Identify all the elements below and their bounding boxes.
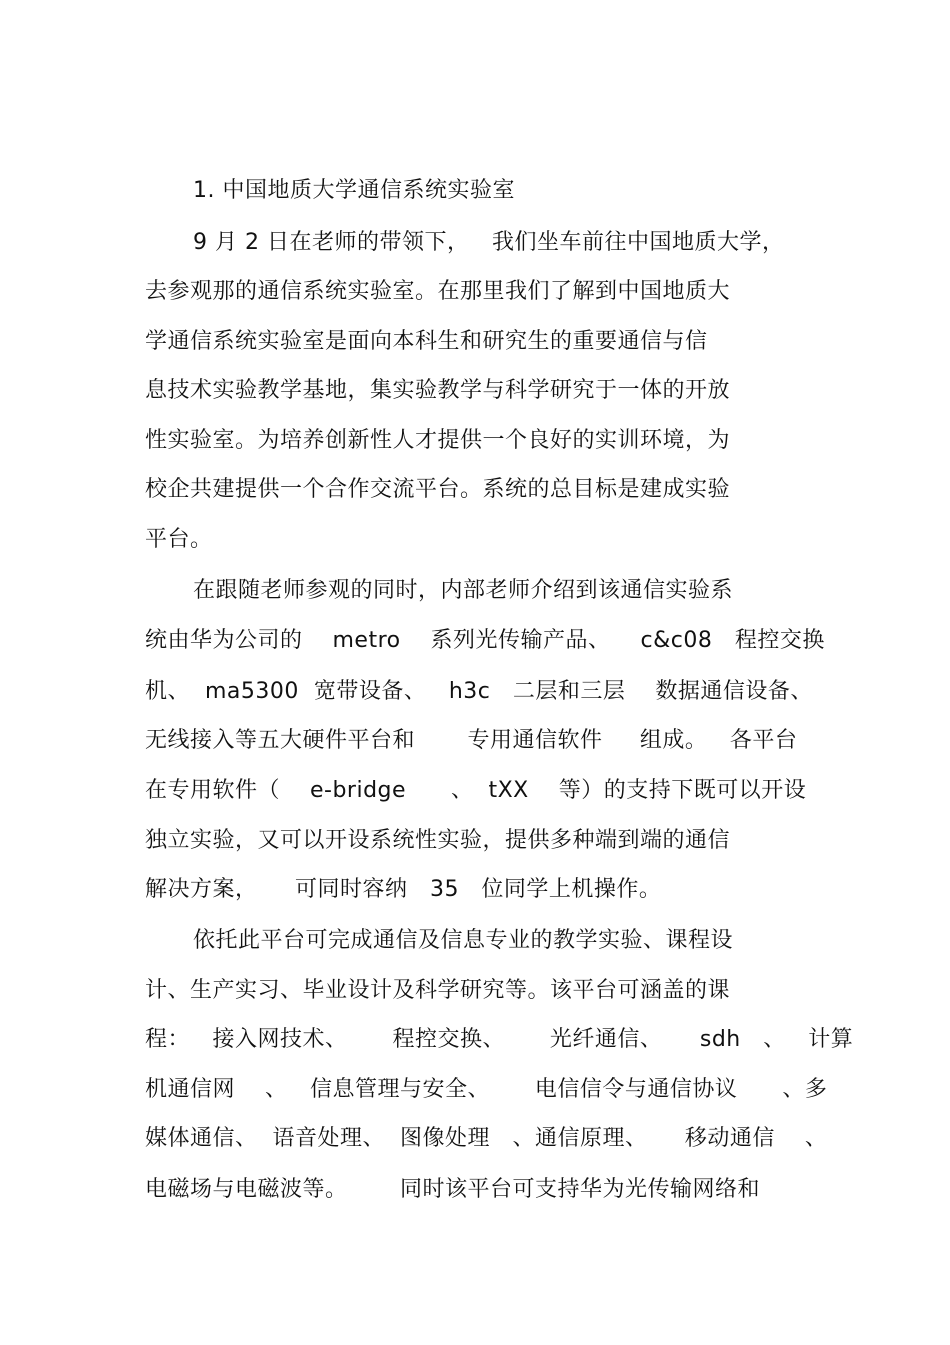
paragraph-line: 去参观那的通信系统实验室。在那里我们了解到中国地质大 xyxy=(145,279,731,304)
paragraph-line: 息技术实验教学基地，集实验教学与科学研究于一体的开放 xyxy=(145,378,731,403)
paragraph-line: 无线接入等五大硬件平台和 专用通信软件 组成。 各平台 xyxy=(145,728,798,753)
paragraph-line: 在跟随老师参观的同时，内部老师介绍到该通信实验系 xyxy=(193,578,734,603)
paragraph-line: 学通信系统实验室是面向本科生和研究生的重要通信与信 xyxy=(145,329,708,354)
paragraph-line: 机通信网 、 信息管理与安全、 电信信令与通信协议 、多 xyxy=(145,1077,828,1102)
paragraph-line: 程： 接入网技术、 程控交换、 光纤通信、 sdh 、 计算 xyxy=(145,1027,854,1052)
paragraph-line: 统由华为公司的 metro 系列光传输产品、 c&c08 程控交换 xyxy=(145,628,825,653)
paragraph-line: 电磁场与电磁波等。 同时该平台可支持华为光传输网络和 xyxy=(145,1177,760,1202)
paragraph-line: 9 月 2 日在老师的带领下， 我们坐车前往中国地质大学， xyxy=(193,230,785,255)
paragraph-line: 性实验室。为培养创新性人才提供一个良好的实训环境，为 xyxy=(145,428,731,453)
paragraph-line: 独立实验，又可以开设系统性实验，提供多种端到端的通信 xyxy=(145,828,731,853)
paragraph-line: 平台。 xyxy=(145,527,213,552)
paragraph-line: 依托此平台可完成通信及信息专业的教学实验、课程设 xyxy=(193,928,734,953)
paragraph-line: 计、生产实习、毕业设计及科学研究等。该平台可涵盖的课 xyxy=(145,978,731,1003)
paragraph-line: 解决方案， 可同时容纳 35 位同学上机操作。 xyxy=(145,877,662,902)
paragraph-line: 校企共建提供一个合作交流平台。系统的总目标是建成实验 xyxy=(145,477,731,502)
paragraph-line: 机、 ma5300 宽带设备、 h3c 二层和三层 数据通信设备、 xyxy=(145,679,813,704)
section-heading: 1. 中国地质大学通信系统实验室 xyxy=(193,178,515,203)
paragraph-line: 媒体通信、 语音处理、 图像处理 、通信原理、 移动通信 、 xyxy=(145,1126,828,1151)
paragraph-line: 在专用软件（ e-bridge 、 tXX 等）的支持下既可以开设 xyxy=(145,778,807,803)
